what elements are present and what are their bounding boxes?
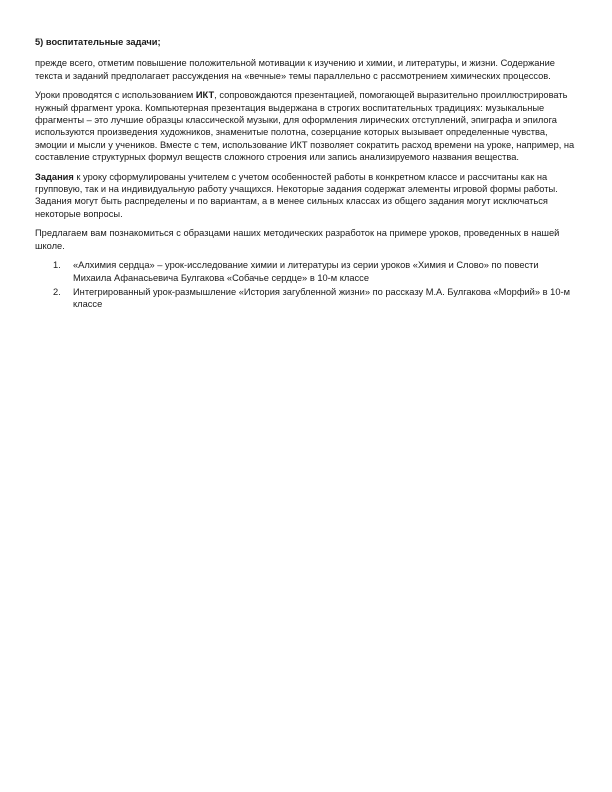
paragraph-motivation: прежде всего, отметим повышение положительной мотивации к изучению и химии, и литературы, и жизни. Содержание текста и заданий предполагает рассуждения на «вечные» темы параллельно с рассмотрением химических процессов. (35, 58, 555, 81)
paragraph-ikt-before: Уроки проводятся с использованием (35, 90, 196, 101)
paragraph-tasks-after: к уроку сформулированы учителем с учетом особенностей работы в конкретном классе и рассчитаны как на групповую, так и на индивидуальную работу учащихся. Некоторые задания содержат элементы игровой формы работы. Задания могут быть распределены и по вариантам, а в менее сильных классах из общего задания могут исключаться некоторые вопросы. (35, 171, 558, 219)
paragraph-ikt-after: , сопровождаются презентацией, помогающей выразительно проиллюстрировать нужный фрагмент урока. Компьютерная презентация выдержана в строгих воспитательных традициях: музыкальные фрагменты – это лучшие образцы классической музыки, для оформления лирических отступлений, эпиграфа и эпилога используются произведения художников, знаменитые полотна, созерцание которых вызывает определенные чувства, эмоции и мысли у учеников. Вместе с тем, использование ИКТ позволяет сократить расход времени на уроке, например, на составление структурных формул веществ сложного строения или запись анализируемого названия вещества. (35, 90, 575, 163)
document-page (35, 36, 575, 313)
lesson-list (35, 259, 575, 311)
list-item (35, 286, 575, 311)
list-item-number: 2. (53, 286, 61, 297)
paragraph-invitation: Предлагаем вам познакомиться с образцами наших методических разработок на примере уроков, проведенных в нашей школе. (35, 228, 560, 251)
paragraph-ikt (35, 89, 575, 163)
paragraph-tasks (35, 171, 575, 221)
list-item-number: 1. (53, 260, 61, 271)
list-item (35, 259, 575, 284)
paragraph-tasks-bold: Задания (35, 171, 74, 182)
paragraph-ikt-bold: ИКТ (195, 90, 215, 101)
list-item-text: Интегрированный урок-размышление «История загубленной жизни» по рассказу М.А. Булгакова «Морфий» в 10-м классе (73, 286, 570, 310)
section-heading: 5) воспитательные задачи; (35, 37, 161, 47)
list-item-text: «Алхимия сердца» – урок-исследование химии и литературы из серии уроков «Химия и Слово» по повести Михаила Афанасьевича Булгакова «Собачье сердце» в 10-м классе (73, 260, 539, 283)
